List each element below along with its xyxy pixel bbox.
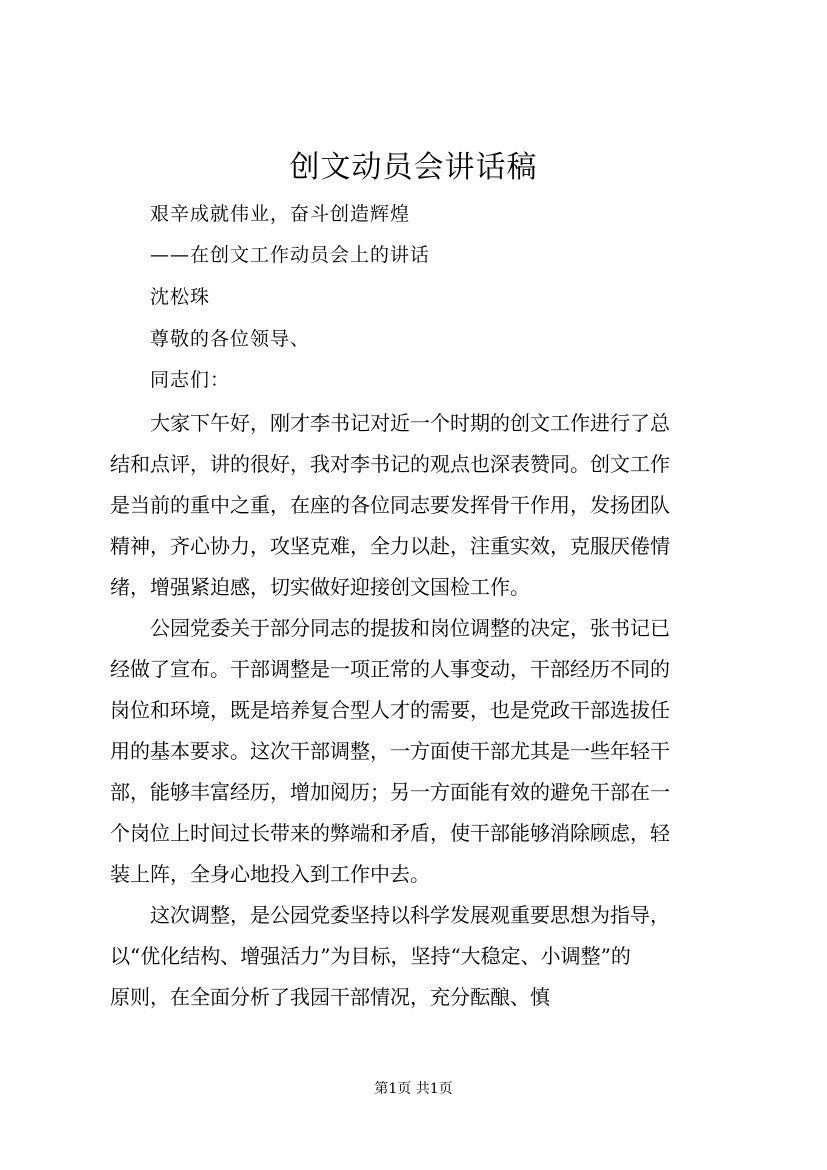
document-title: 创文动员会讲话稿: [289, 150, 538, 185]
body-line: 岗位和环境，既是培养复合型人才的需要，也是党政干部选拔任: [110, 698, 670, 722]
salutation-2: 同志们：: [150, 369, 231, 391]
body-line: 装上阵，全身心地投入到工作中去。: [110, 862, 430, 886]
body-line: 精神，齐心协力，攻坚克难，全力以赴，注重实效，克服厌倦情: [110, 534, 670, 558]
body-line: 结和点评，讲的很好，我对李书记的观点也深表赞同。创文工作: [110, 452, 670, 476]
body-line: 大家下午好，刚才李书记对近一个时期的创文工作进行了总: [110, 411, 670, 435]
body-line: 原则，在全面分析了我园干部情况，充分酝酿、慎: [110, 985, 550, 1009]
body-line: 这次调整，是公园党委坚持以科学发展观重要思想为指导，: [110, 903, 670, 927]
body-line: 绪，增强紧迫感，切实做好迎接创文国检工作。: [110, 575, 530, 599]
body-line: 经做了宣布。干部调整是一项正常的人事变动，干部经历不同的: [110, 657, 670, 681]
page-footer: 第1页 共1页: [374, 1081, 453, 1097]
body-line: 个岗位上时间过长带来的弊端和矛盾，使干部能够消除顾虑，轻: [110, 821, 670, 845]
salutation-1: 尊敬的各位领导、: [150, 328, 311, 350]
body-line: 公园党委关于部分同志的提拔和岗位调整的决定，张书记已: [110, 616, 670, 640]
subtitle: 艰辛成就伟业，奋斗创造辉煌: [150, 203, 411, 225]
body-line: 部，能够丰富经历，增加阅历；另一方面能有效的避免干部在一: [110, 780, 670, 804]
subtitle-2: ——在创文工作动员会上的讲话: [150, 244, 431, 266]
body-line: 是当前的重中之重，在座的各位同志要发挥骨干作用，发扬团队: [110, 493, 670, 517]
author: 沈松珠: [150, 286, 211, 308]
body-line: 用的基本要求。这次干部调整，一方面使干部尤其是一些年轻干: [110, 739, 670, 763]
body-line: 以“优化结构、增强活力”为目标，坚持“大稳定、小调整”的: [110, 944, 631, 968]
